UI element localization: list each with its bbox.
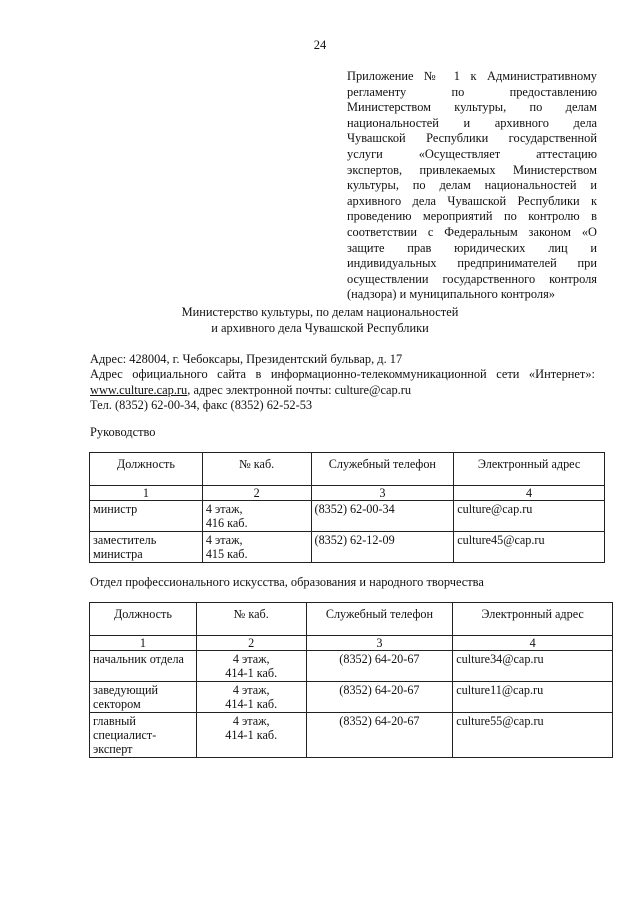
- room-floor: 4 этаж,: [232, 714, 270, 728]
- appendix-line: проведению мероприятий по контролю в: [347, 209, 597, 224]
- appendix-line: индивидуальных предпринимателей при: [347, 256, 597, 271]
- email-cell: culture11@cap.ru: [453, 682, 613, 713]
- appendix-line: Приложение № 1 к Административному: [347, 69, 597, 83]
- email-cell: culture45@cap.ru: [454, 532, 605, 563]
- appendix-line: защите прав юридических лиц и: [347, 240, 597, 255]
- room-floor: 4 этаж,: [232, 652, 270, 666]
- ministry-title-line: и архивного дела Чувашской Республики: [211, 320, 429, 335]
- table-number-row: [90, 486, 605, 501]
- appendix-line: Чувашской Республики государственной: [347, 131, 597, 146]
- phone-cell: (8352) 64-20-67: [306, 651, 453, 682]
- room-cell: [196, 651, 306, 682]
- ministry-title-line: Министерство культуры, по делам национальностей: [181, 305, 459, 319]
- header-cell: Должность: [90, 603, 197, 636]
- table-header-row: [90, 453, 605, 486]
- appendix-line: регламенту по предоставлению: [347, 84, 597, 99]
- number-cell: 3: [311, 486, 454, 501]
- site-label: Адрес официального сайта в информационно-телекоммуникационной сети «Интернет»:: [90, 367, 595, 382]
- phone-text: Тел. (8352) 62-00-34, факс (8352) 62-52-53: [90, 398, 313, 413]
- room-number: 414-1 каб.: [225, 728, 278, 742]
- number-cell: 1: [90, 636, 197, 651]
- room-number: 414-1 каб.: [225, 666, 278, 680]
- table-number-row: [90, 636, 613, 651]
- room-number: 416 каб.: [205, 516, 248, 530]
- appendix-line: (надзора) и муниципального контроля»: [347, 287, 555, 302]
- address-text: Адрес: 428004, г. Чебоксары, Президентский бульвар, д. 17: [90, 352, 403, 366]
- appendix-line: осуществлении государственного контроля: [347, 271, 597, 286]
- position-cell: заведующий сектором: [90, 682, 197, 713]
- table-row: [90, 532, 605, 563]
- appendix-note: [347, 69, 597, 303]
- appendix-line: национальностей и архивного дела: [347, 115, 597, 130]
- page-number: 24: [313, 38, 327, 52]
- room-floor: 4 этаж,: [232, 683, 270, 697]
- appendix-line: Министерством культуры, по делам: [347, 100, 597, 115]
- header-cell: № каб.: [202, 453, 311, 486]
- position-cell: министр: [90, 501, 203, 532]
- number-cell: 4: [453, 636, 613, 651]
- phone-cell: (8352) 62-12-09: [311, 532, 454, 563]
- header-cell: Должность: [90, 453, 203, 486]
- number-cell: 2: [202, 486, 311, 501]
- header-cell: № каб.: [196, 603, 306, 636]
- table-row: [90, 713, 613, 758]
- position-cell: заместитель министра: [90, 532, 203, 563]
- appendix-line: экспертов, привлекаемых Министерством: [347, 162, 597, 177]
- header-cell: Электронный адрес: [453, 603, 613, 636]
- room-cell: [202, 501, 311, 532]
- room-floor: 4 этаж,: [205, 533, 243, 547]
- room-number: 414-1 каб.: [225, 697, 278, 711]
- header-cell: Служебный телефон: [306, 603, 453, 636]
- leadership-table: [89, 452, 605, 563]
- site-line: [90, 383, 595, 398]
- website-link[interactable]: www.culture.cap.ru: [90, 382, 188, 397]
- section-title-leadership: Руководство: [90, 425, 156, 439]
- number-cell: 4: [454, 486, 605, 501]
- email-cell: culture34@cap.ru: [453, 651, 613, 682]
- room-cell: [196, 682, 306, 713]
- appendix-line: услуги «Осуществляет аттестацию: [347, 146, 597, 161]
- email-text: , адрес электронной почты: culture@cap.ru: [187, 382, 412, 397]
- table-header-row: [90, 603, 613, 636]
- header-cell: Электронный адрес: [454, 453, 605, 486]
- ministry-title: [0, 305, 640, 336]
- position-cell: главный специалист-эксперт: [90, 713, 197, 758]
- room-cell: [202, 532, 311, 563]
- room-cell: [196, 713, 306, 758]
- table-row: [90, 501, 605, 532]
- table-row: [90, 651, 613, 682]
- department-table: [89, 602, 613, 758]
- section-title-department: Отдел профессионального искусства, образования и народного творчества: [90, 575, 484, 589]
- phone-cell: (8352) 64-20-67: [306, 682, 453, 713]
- number-cell: 1: [90, 486, 203, 501]
- email-cell: culture55@cap.ru: [453, 713, 613, 758]
- appendix-line: архивного дела Чувашской Республики к: [347, 193, 597, 208]
- number-cell: 3: [306, 636, 453, 651]
- number-cell: 2: [196, 636, 306, 651]
- appendix-line: соответствии с Федеральным законом «О: [347, 224, 597, 239]
- room-number: 415 каб.: [205, 547, 248, 561]
- contacts-block: [90, 352, 595, 414]
- table-row: [90, 682, 613, 713]
- phone-cell: (8352) 64-20-67: [306, 713, 453, 758]
- email-cell: culture@cap.ru: [454, 501, 605, 532]
- appendix-line: культуры, по делам национальностей и: [347, 178, 597, 193]
- header-cell: Служебный телефон: [311, 453, 454, 486]
- phone-cell: (8352) 62-00-34: [311, 501, 454, 532]
- room-floor: 4 этаж,: [205, 502, 243, 516]
- position-cell: начальник отдела: [90, 651, 197, 682]
